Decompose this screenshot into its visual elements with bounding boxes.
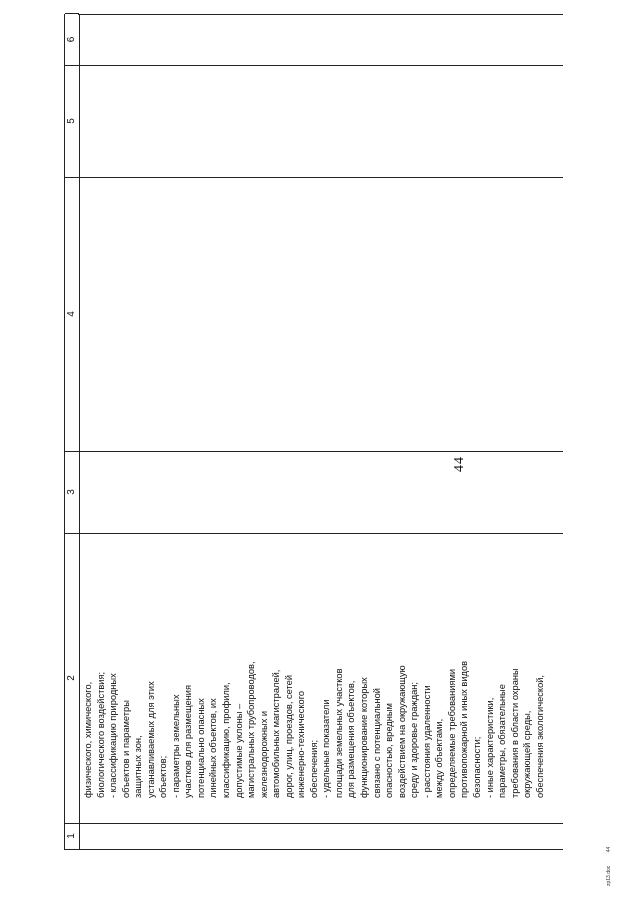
text-line: для размещения объектов,: [346, 680, 357, 798]
col-divider: [78, 823, 563, 824]
text-line: обеспечения;: [308, 739, 319, 798]
text-line: инженерно-технического: [296, 690, 307, 798]
text-line: участков для размещения: [183, 684, 194, 798]
text-line: - удельные показатели: [321, 699, 332, 798]
text-line: защитных зон,: [133, 735, 144, 798]
text-line: линейных объектов, их: [208, 698, 219, 798]
header-col-1: 1: [65, 823, 79, 850]
text-line: между объектами,: [434, 718, 445, 798]
table-cell-col2: [82, 520, 562, 798]
page-number: 44: [452, 456, 467, 472]
table-header-row: [64, 14, 80, 850]
text-line: физического, химического,: [83, 681, 93, 798]
text-line: функционирование которых: [359, 677, 370, 798]
col-divider: [78, 14, 563, 15]
text-line: окружающей среды,: [522, 710, 533, 798]
col-divider: [78, 65, 563, 66]
footer-filename: zp13.doc: [606, 865, 612, 886]
text-line: классификацию, профили,: [221, 682, 232, 798]
text-line: автомобильных магистралей,: [271, 669, 282, 798]
text-line: объектов;: [158, 755, 169, 798]
text-line: связано с потенциальной: [371, 688, 382, 798]
header-col-4: 4: [65, 177, 79, 452]
text-line: - параметры земельных: [170, 694, 181, 798]
col-divider: [78, 451, 563, 452]
text-line: параметры, обязательные: [497, 684, 508, 798]
text-line: потенциально опасных: [195, 698, 206, 798]
text-line: обеспечения экологической,: [534, 674, 545, 798]
text-line: магистральных трубопроводов,: [246, 661, 257, 798]
text-line: среду и здоровье граждан;: [409, 681, 420, 798]
text-line: воздействием на окружающую: [396, 665, 407, 798]
text-line: допустимые уклоны –: [233, 703, 244, 798]
header-col-6: 6: [65, 13, 79, 66]
text-line: - иные характеристики,: [484, 697, 495, 798]
text-line: - классификацию природных: [108, 673, 119, 798]
text-line: безопасности;: [471, 736, 482, 798]
text-line: площади земельных участков: [333, 668, 344, 798]
text-line: определяемые требованиями: [446, 668, 457, 798]
text-line: объектов и параметры: [120, 700, 131, 798]
header-col-2: 2: [65, 533, 79, 824]
text-line: устанавливаемых для этих: [145, 681, 156, 798]
header-col-5: 5: [65, 65, 79, 178]
text-line: противопожарной и иных видов: [459, 660, 470, 798]
text-line: дорог, улиц, проездов, сетей: [283, 674, 294, 798]
col-divider: [78, 849, 563, 850]
text-line: железнодорожных и: [258, 710, 269, 798]
document-footer: [606, 847, 612, 886]
text-line: биологического воздействия;: [95, 671, 106, 798]
col-divider: [78, 177, 563, 178]
text-line: опасностью, вредным: [384, 703, 395, 798]
text-line: - расстояния удаленности: [421, 685, 432, 798]
footer-page: 44: [606, 846, 612, 853]
header-col-3: 3: [65, 451, 79, 534]
text-line: требования в области охраны: [509, 668, 520, 798]
document-table: [64, 14, 563, 850]
